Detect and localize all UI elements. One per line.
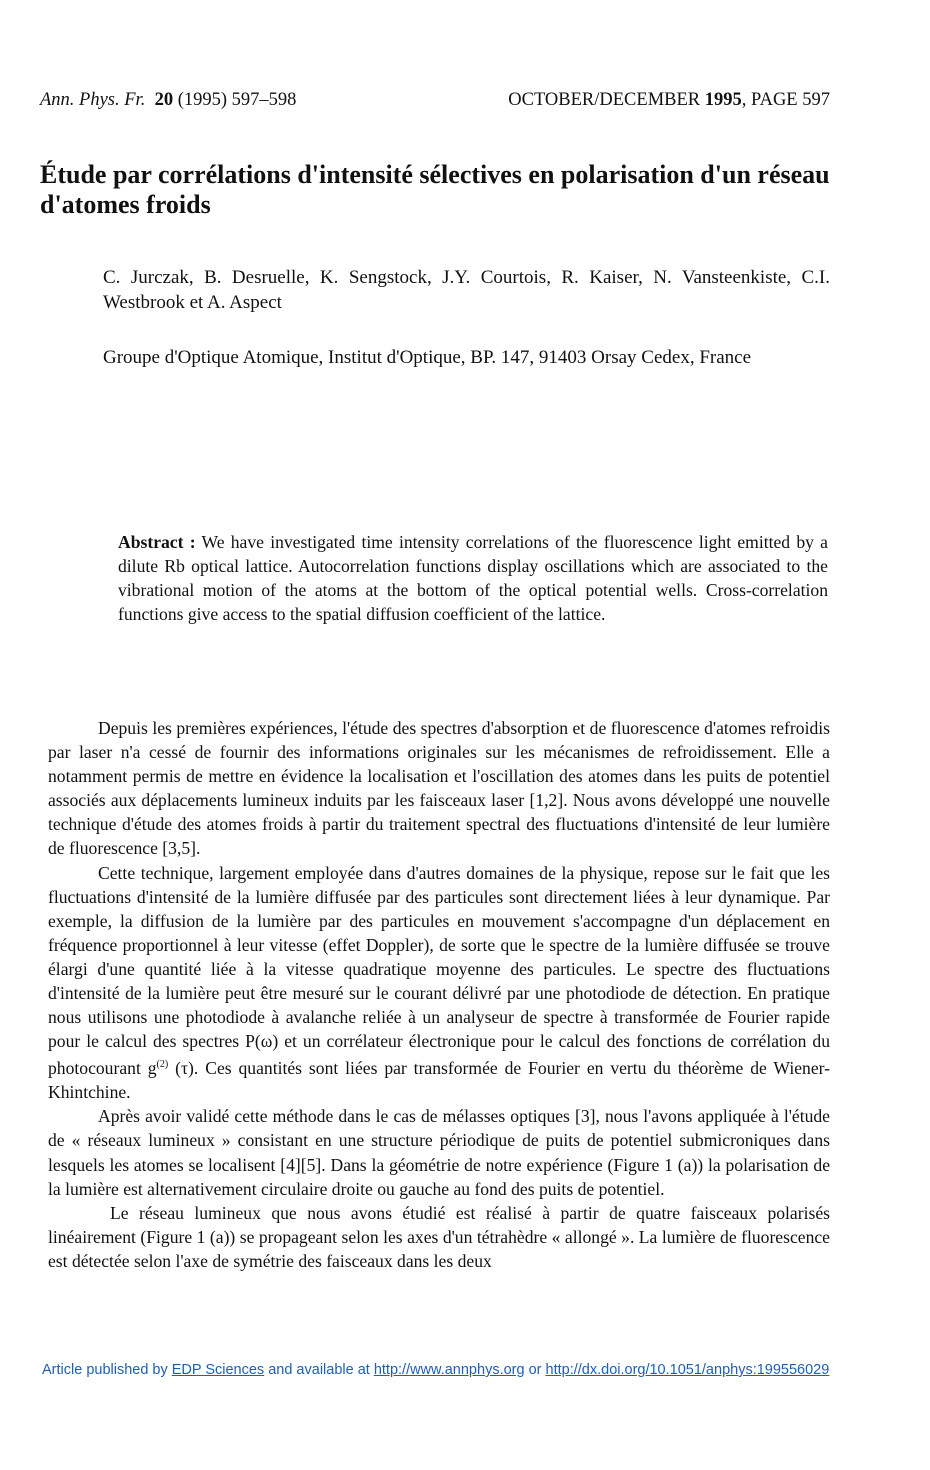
- affiliation: Groupe d'Optique Atomique, Institut d'Optique, BP. 147, 91403 Orsay Cedex, France: [103, 347, 752, 368]
- abstract: [118, 530, 828, 626]
- abstract-text: We have investigated time intensity correlations of the fluorescence light emitted by a dilute Rb optical lattice. Autocorrelation functions display oscillations which are associated to the vibrational motion of the atoms at the bottom of the optical potential wells. Cross-correlation functions give access to the spatial diffusion coefficient of the lattice.: [118, 532, 828, 624]
- body-paragraph-1: Depuis les premières expériences, l'étude des spectres d'absorption et de fluorescence d'atomes refroidis par laser n'a cessé de fournir des informations originales sur les mécanismes de refroidissement. Elle a notamment permis de mettre en évidence la localisation et l'oscillation des atomes dans les puits de potentiel associés aux déplacements lumineux induits par les faisceaux laser [1,2]. Nous avons développé une nouvelle technique d'étude des atomes froids à partir du traitement spectral des fluctuations d'intensité de leur lumière de fluorescence [3,5].: [48, 718, 830, 859]
- body-paragraph-2-text-a: Cette technique, largement employée dans d'autres domaines de la physique, repose sur le fait que les fluctuations d'intensité de la lumière diffusée par des particules sont directement liées à leur dynamique. Par exemple, la diffusion de la lumière par des particules en mouvement s'accompagne d'un déplacement en fréquence proportionnel à leur vitesse (effet Doppler), de sorte que le spectre de la lumière diffusée se trouve élargi d'une quantité liée à la vitesse quadratique moyenne des particules. Le spectre des fluctuations d'intensité de la lumière peut être mesuré sur le courant délivré par une photodiode de détection. En pratique nous utilisons une photodiode à avalanche reliée à un analyseur de spectre à transformée de Fourier rapide pour le calcul des spectres P(ω) et un corrélateur électronique pour le calcul des fonctions de corrélation du photocourant g: [48, 862, 830, 1079]
- footer-prefix: Article published by: [42, 1362, 172, 1378]
- body-paragraph-2: [48, 861, 830, 1105]
- journal-volume: 20: [154, 90, 174, 110]
- running-head: [40, 90, 830, 111]
- journal-name: Ann. Phys. Fr.: [40, 90, 146, 110]
- journal-url-link[interactable]: http://www.annphys.org: [373, 1362, 525, 1378]
- abstract-label: Abstract :: [118, 532, 196, 552]
- issue-year: 1995: [704, 90, 742, 110]
- body-text: [48, 716, 830, 1273]
- journal-citation: [40, 90, 296, 111]
- author-list: C. Jurczak, B. Desruelle, K. Sengstock, J.Y. Courtois, R. Kaiser, N. Vansteenkiste, C.I. Westbrook et A. Aspect: [103, 267, 830, 313]
- body-paragraph-4: Le réseau lumineux que nous avons étudié est réalisé à partir de quatre faisceaux polarisés linéairement (Figure 1 (a)) se propageant selon les axes d'un tétrahèdre « allongé ». La lumière de fluorescence est détectée selon l'axe de symétrie des faisceaux dans les deux: [48, 1202, 830, 1271]
- issue-prefix: OCTOBER/DECEMBER: [508, 90, 705, 110]
- superscript-2: (2): [156, 1059, 169, 1071]
- paper-title: Étude par corrélations d'intensité sélectives en polarisation d'un réseau d'atomes froids: [40, 160, 830, 219]
- journal-year-pages: (1995) 597–598: [177, 90, 297, 110]
- footer-or: or: [524, 1362, 546, 1378]
- issue-page: , PAGE 597: [741, 90, 830, 110]
- footer-middle: and available at: [264, 1362, 374, 1378]
- body-paragraph-3: Après avoir validé cette méthode dans le cas de mélasses optiques [3], nous l'avons appliquée à l'étude de « réseaux lumineux » consistant en une structure périodique de puits de potentiel submicroniques dans lesquels les atomes se localisent [4][5]. Dans la géométrie de notre expérience (Figure 1 (a)) la polarisation de la lumière est alternativement circulaire droite ou gauche au fond des puits de potentiel.: [48, 1106, 830, 1199]
- doi-link[interactable]: http://dx.doi.org/10.1051/anphys:199556029: [545, 1362, 830, 1378]
- issue-info: [508, 90, 830, 111]
- publisher-link[interactable]: EDP Sciences: [171, 1362, 265, 1378]
- publication-footer: [42, 1362, 902, 1378]
- body-paragraph-2-text-b: (τ). Ces quantités sont liées par transformée de Fourier en vertu du théorème de Wiener-Khintchine.: [48, 1058, 831, 1103]
